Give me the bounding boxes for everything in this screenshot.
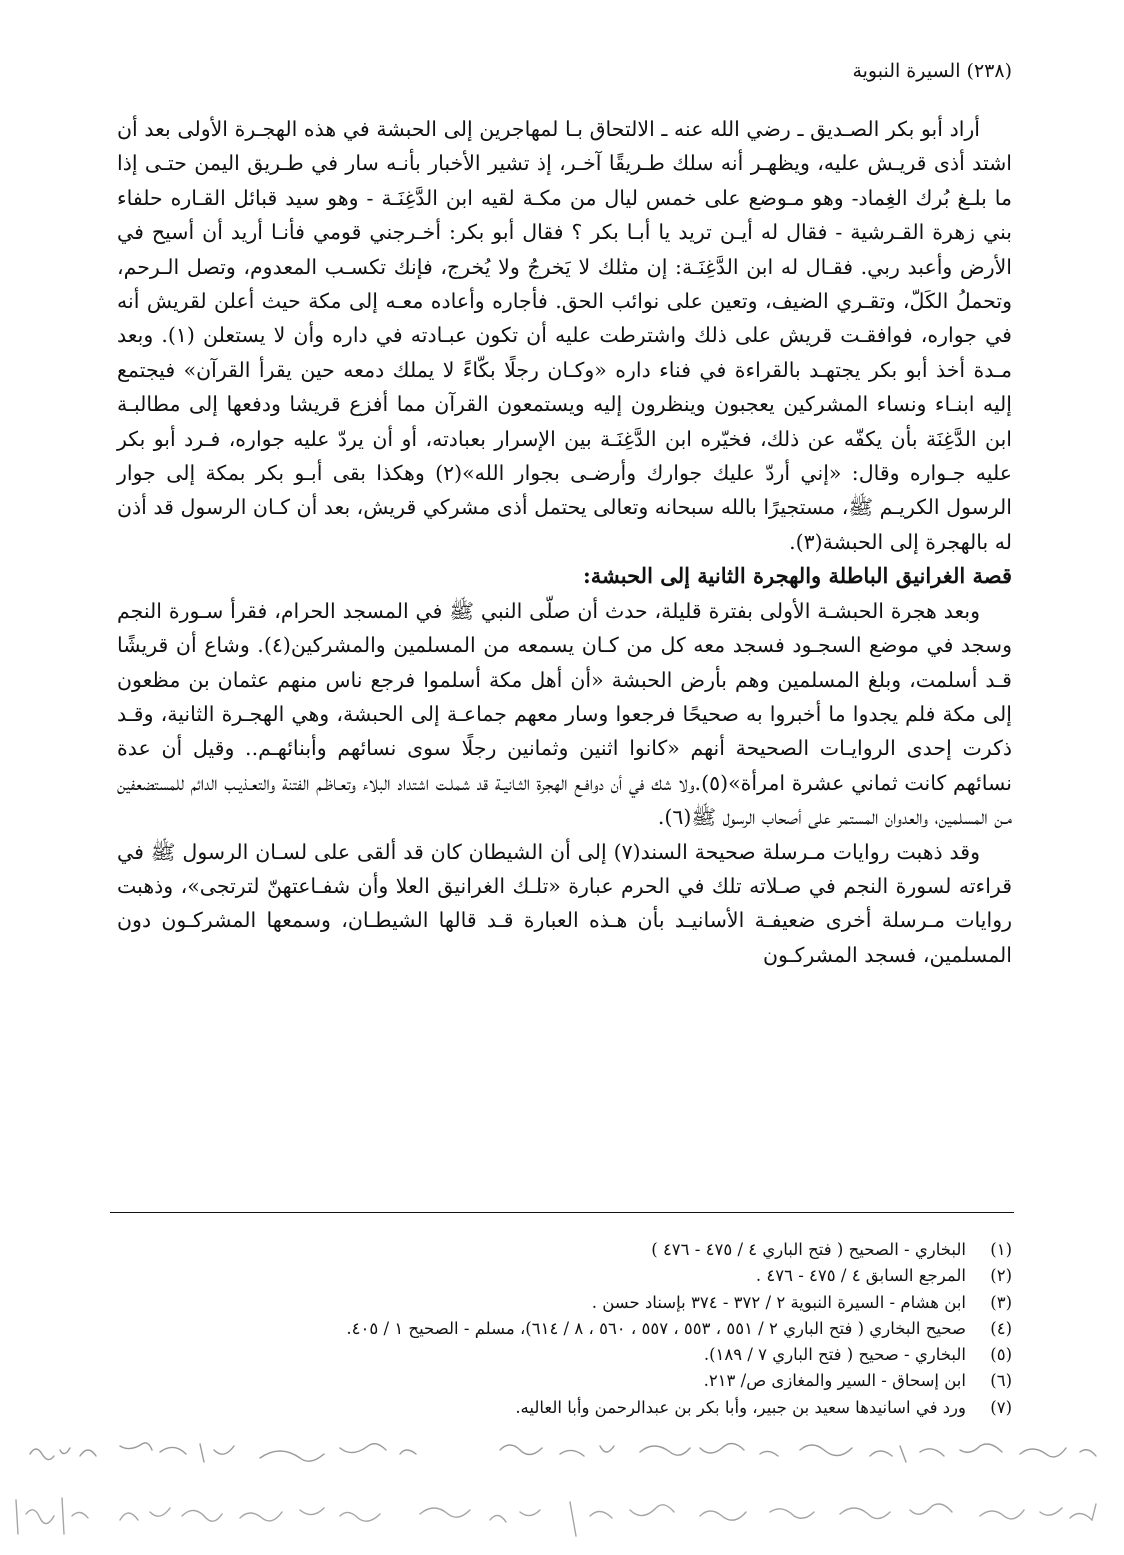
footnote-item <box>117 1237 1012 1263</box>
footnote-item <box>117 1263 1012 1289</box>
footnote-item <box>117 1290 1012 1316</box>
footnote-number: (٧) <box>990 1397 1012 1417</box>
section-heading: قصة الغرانيق الباطلة والهجرة الثانية إلى الحبشة: <box>583 563 1012 589</box>
footnote-separator <box>110 1212 1014 1213</box>
paragraph-2: وبعد هجرة الحبشـة الأولى بفترة قليلة، حدث أن صلّى النبي ﷺ في المسجد الحرام، فقرأ سـورة النجم وسجد في موضع السجـود فسجد معه كل من كـان يسمعه من المسلمين والمشركين(٤). وشاع أن قريشًا قـد أسلمت، وبلغ المسلمين وهم بأرض الحبشة «أن أهل مكة أسلموا فرجع ناس منهم عثمان بن مظعون إلى مكة فلم يجدوا ما أخبروا به صحيحًا فرجعوا وسار معهم جماعـة إلى الحبشة، وهي الهجـرة الثانية، وقـد ذكرت إحدى الروايـات الصحيحة أنهم «كانوا اثنين وثمانين رجلًا سوى نسائهم وأبنائهـم.. وقيل أن عدة نسائهم كانت ثماني عشرة امرأة»(٥).ولا شك في أن دوافـع الهجرة الثـانيـة قد شملـت اشتداد البلاء وتعـاظـم الفتنة والتعـذيـب الدائم للمستضعفين مـن المسلمين، والعدوان المستمر على أصحاب الرسول ﷺ(٦). <box>117 598 1013 830</box>
paragraph-3: وقد ذهبت روايات مـرسلة صحيحة السند(٧) إلى أن الشيطان كان قد ألقى على لسـان الرسول ﷺ في قراءته لسورة النجم في صـلاته تلك في الحرم عبارة «تلـك الغرانيق العلا وأن شفـاعتهنّ لترتجى»، وذهبت روايات مـرسلة أخرى ضعيفـة الأسانيـد بأن هـذه العبارة قـد قالها الشيطـان، وسمعها المشركـون دون المسلمين، فسجد المشركـون <box>117 839 1012 967</box>
footnote-item <box>117 1395 1012 1421</box>
footnote-text: البخاري - الصحيح ( فتح الباري ٤ / ٤٧٥ - ٤٧٦ ) <box>651 1240 966 1259</box>
footnote-number: (٣) <box>990 1292 1012 1312</box>
footnote-item <box>117 1368 1012 1394</box>
paragraph-1: أراد أبو بكر الصـديق ـ رضي الله عنه ـ الالتحاق بـا لمهاجرين إلى الحبشة في هذه الهجـرة الأولى بعد أن اشتد أذى قريـش عليه، ويظهـر أنه سلك طـريقًا آخـر، إذ تشير الأخبار بأنـه سار في طـريق اليمن حتـى إذا ما بلـغ بُرك الغِماد- وهو مـوضع على خمس ليال من مكـة لقيه ابن الدَّغِنَـة - وهو سيد قبائل القـاره حلفاء بني زهرة القـرشية - فقال له أيـن تريد يا أبـا بكر ؟ فقال أبو بكر: أخـرجني قومي فأنـا أريد أن أسيح في الأرض وأعبد ربي. فقـال له ابن الدَّغِنَـة: إن مثلك لا يَخرجُ ولا يُخرج، فإنك تكسـب المعدوم، وتصل الـرحم، وتحملُ الكَلّ، وتقـري الضيف، وتعين على نوائب الحق. فأجاره وأعاده معـه إلى مكة حيث أعلن لقريش أنه في جواره، فوافقـت قريش على ذلك واشترطت عليه أن تكون عبـادته في داره وأن لا يستعلن (١). وبعد مـدة أخذ أبو بكر يجتهـد بالقراءة في فناء داره «وكـان رجلًا بكّاءً لا يملك دمعه حين يقرأ القرآن» فيجتمع إليه ابنـاء ونساء المشركين يعجبون وينظرون إليه ويستمعون القرآن مما أفزع قريشا ودفعها إلى مطالبـة ابن الدَّغِنَة بأن يكفّه عن ذلك، فخيّره ابن الدَّغِنَـة بين الإسرار بعبادته، أو أن يردّ عليه جواره، فـرد أبو بكر عليه جـواره وقال: «إني أردّ عليك جوارك وأرضـى بجوار الله»(٢) وهكذا بقى أبـو بكر بمكة إلى جوار الرسول الكريـم ﷺ، مستجيرًا بالله سبحانه وتعالى يحتمل أذى مشركي قريش، بعد أن كـان الرسول قد أذن له بالهجرة إلى الحبشة(٣). <box>117 117 1013 554</box>
handwritten-annotation <box>0 1490 1124 1550</box>
footnote-text: ورد في اسانيدها سعيد بن جبير، وأبا بكر بن عبدالرحمن وأبا العاليه. <box>515 1397 966 1417</box>
footnote-item <box>117 1316 1012 1342</box>
handwritten-annotation <box>0 1432 1124 1472</box>
footnote-text: ابن إسحاق - السير والمغازى ص/ ٢١٣. <box>703 1371 966 1391</box>
footnote-number: (٤) <box>990 1318 1012 1338</box>
footnote-text: صحيح البخاري ( فتح الباري ٢ / ٥٥١ ، ٥٥٣ ، ٥٥٧ ، ٥٦٠ ، ٨ / ٦١٤)، مسلم - الصحيح ١ / ٤٠٥. <box>346 1318 966 1338</box>
footnote-item <box>117 1342 1012 1368</box>
running-head: (٢٣٨) السيرة النبوية <box>852 60 1012 82</box>
footnote-number: (١) <box>990 1240 1012 1259</box>
footnote-text: البخاري - صحيح ( فتح الباري ٧ / ١٨٩). <box>703 1345 966 1365</box>
main-text <box>117 112 1012 972</box>
footnotes-list <box>117 1237 1012 1421</box>
footnote-text: ابن هشام - السيرة النبوية ٢ / ٣٧٢ - ٣٧٤ بإسناد حسن . <box>591 1292 966 1312</box>
footnote-text: المرجع السابق ٤ / ٤٧٥ - ٤٧٦ . <box>755 1266 966 1286</box>
footnote-number: (٥) <box>990 1345 1012 1365</box>
footnote-number: (٢) <box>990 1266 1012 1286</box>
footnote-number: (٦) <box>990 1371 1012 1391</box>
